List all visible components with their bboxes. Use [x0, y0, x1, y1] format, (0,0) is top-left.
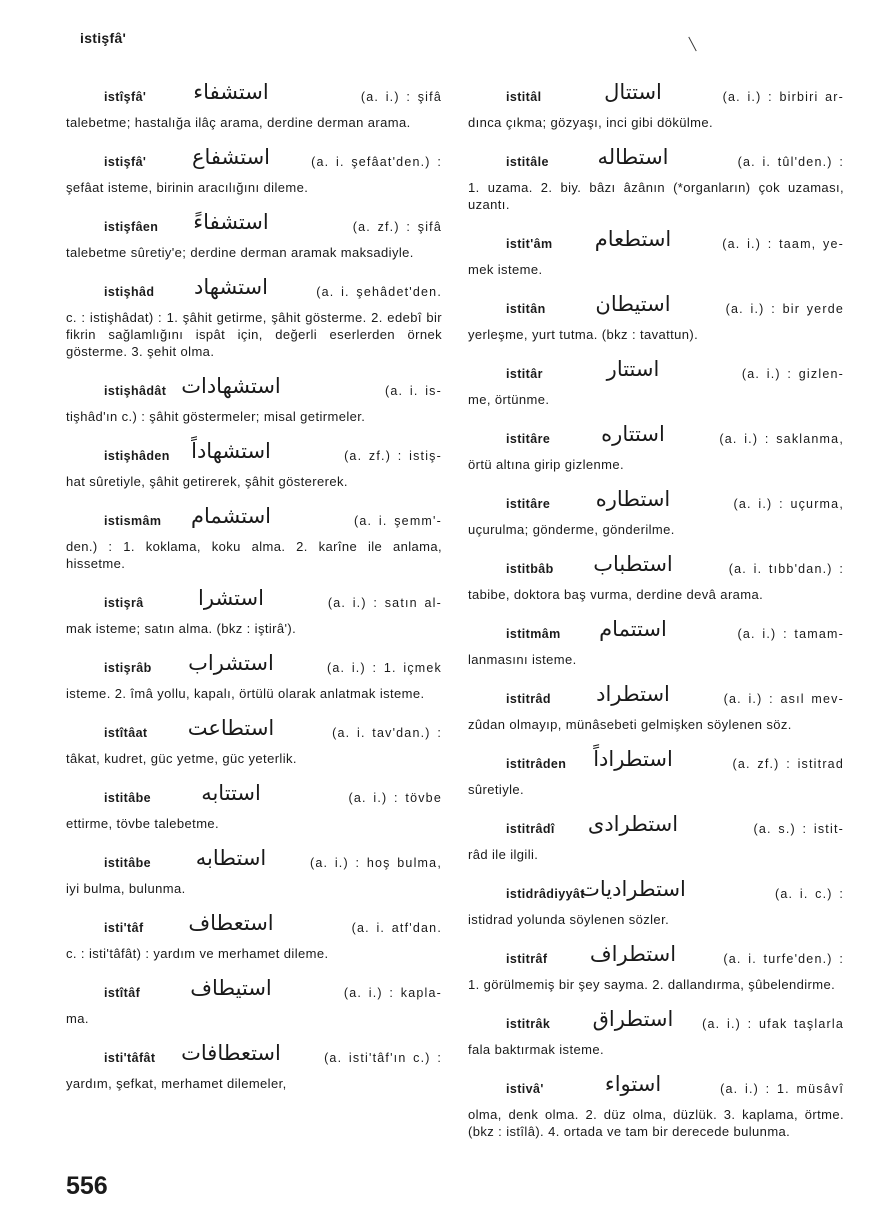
dictionary-entry — [66, 210, 442, 261]
entry-grammar-label: (a. i. tav'dan.) : — [332, 726, 442, 740]
entry-arabic-script: استطعام — [594, 227, 672, 251]
dictionary-entry — [66, 504, 442, 572]
entry-arabic-script: استطاعت — [187, 716, 275, 740]
stray-mark — [688, 37, 696, 52]
entry-head-line — [66, 275, 442, 309]
entry-definition: iyi bulma, bulunma. — [66, 881, 186, 896]
entry-headword: istitâr — [506, 367, 543, 381]
entry-head-line — [468, 617, 844, 651]
entry-arabic-script: استطراف — [589, 942, 677, 966]
dictionary-entry — [468, 1072, 844, 1140]
dictionary-entry — [66, 80, 442, 131]
entry-head-line — [468, 682, 844, 716]
entry-headword: istişrâ — [104, 596, 144, 610]
entry-grammar-label: (a. i.) : ufak taşlarla — [702, 1017, 844, 1031]
entry-headword: istivâ' — [506, 1082, 544, 1096]
dictionary-entry — [468, 747, 844, 798]
entry-arabic-script: استشفاءً — [193, 210, 269, 234]
entry-definition: ettirme, tövbe talebetme. — [66, 816, 220, 831]
entry-grammar-label: (a. i.) : uçurma, — [733, 497, 844, 511]
entry-arabic-script: استشهاداً — [191, 439, 271, 463]
entry-definition: yerleşme, yurt tutma. (bkz : tavattun). — [468, 327, 699, 342]
entry-arabic-script: استطراديات — [580, 877, 686, 901]
entry-headword: istitbâb — [506, 562, 554, 576]
entry-headword: istişfâ' — [104, 155, 147, 169]
entry-grammar-label: (a. i.) : kapla- — [343, 986, 442, 1000]
entry-arabic-script: استطراداً — [593, 747, 673, 771]
entry-arabic-script: استطابه — [195, 846, 267, 870]
entry-headword: istitâl — [506, 90, 542, 104]
entry-grammar-label: (a. i. turfe'den.) : — [723, 952, 844, 966]
entry-grammar-label: (a. i. atf'dan. — [351, 921, 442, 935]
entry-definition: uçurulma; gönderme, gönderilme. — [468, 522, 675, 537]
entry-grammar-label: (a. isti'tâf'ın c.) : — [324, 1051, 442, 1065]
entry-grammar-label: (a. i.) : şifâ — [360, 90, 442, 104]
entry-grammar-label: (a. i. c.) : — [774, 887, 844, 901]
entry-headword: istitrâd — [506, 692, 551, 706]
dictionary-entry — [468, 617, 844, 668]
entry-arabic-script: استشفاء — [193, 80, 269, 104]
entry-head-line — [66, 1041, 442, 1075]
entry-definition: mak isteme; satın alma. (bkz : iştirâ'). — [66, 621, 297, 636]
dictionary-entry — [66, 781, 442, 832]
entry-definition: tişhâd'ın c.) : şâhit göstermeler; misal getirmeler. — [66, 409, 366, 424]
entry-arabic-script: استطراق — [592, 1007, 674, 1031]
entry-head-line — [66, 80, 442, 114]
entry-headword: istit'âm — [506, 237, 553, 251]
entry-headword: isti'tâfât — [104, 1051, 156, 1065]
entry-arabic-script: استعطاف — [188, 911, 274, 935]
entry-head-line — [66, 210, 442, 244]
entry-head-line — [66, 439, 442, 473]
entry-grammar-label: (a. i.) : saklanma, — [719, 432, 844, 446]
entry-headword: istitâre — [506, 497, 551, 511]
entry-grammar-label: (a. i.) : hoş bulma, — [309, 856, 442, 870]
entry-definition: 1. görülmemiş bir şey sayma. 2. dallandırma, şûbelendirme. — [468, 977, 836, 992]
entry-arabic-script: استتاره — [601, 422, 665, 446]
entry-definition: râd ile ilgili. — [468, 847, 539, 862]
dictionary-entry — [66, 651, 442, 702]
entry-arabic-script: استطاله — [597, 145, 669, 169]
entry-arabic-script: استتار — [606, 357, 660, 381]
entry-headword: istitrâf — [506, 952, 548, 966]
entry-head-line — [468, 487, 844, 521]
dictionary-entry — [66, 275, 442, 360]
entry-definition: sûretiyle. — [468, 782, 525, 797]
entry-head-line — [468, 227, 844, 261]
dictionary-entry — [468, 80, 844, 131]
entry-head-line — [468, 552, 844, 586]
entry-grammar-label: (a. i. is- — [385, 384, 442, 398]
entry-arabic-script: استطراد — [596, 682, 670, 706]
entry-head-line — [66, 504, 442, 538]
dictionary-entry — [468, 487, 844, 538]
dictionary-entry — [66, 976, 442, 1027]
entry-definition: c. : istişhâdat) : 1. şâhit getirme, şâhit gösterme. 2. edebî bir fikrin sağlamlığını ispât için, değerli eserlerden örnek gösterme. 3. şehit olma. — [66, 310, 442, 359]
entry-headword: istitâbe — [104, 791, 151, 805]
entry-headword: istidrâdiyyât — [506, 887, 585, 901]
entry-head-line — [66, 976, 442, 1010]
entry-definition: tâkat, kudret, güc yetme, güc yeterlik. — [66, 751, 297, 766]
entry-arabic-script: استيطان — [595, 292, 671, 316]
entry-head-line — [66, 586, 442, 620]
entry-headword: istişrâb — [104, 661, 152, 675]
entry-headword: istişfâen — [104, 220, 159, 234]
entry-grammar-label: (a. i. tıbb'dan.) : — [728, 562, 844, 576]
dictionary-entry — [468, 1007, 844, 1058]
entry-headword: istitrâdî — [506, 822, 555, 836]
entry-definition: şefâat isteme, birinin aracılığını dileme. — [66, 180, 309, 195]
entry-head-line — [66, 846, 442, 880]
right-column — [468, 80, 844, 1154]
entry-head-line — [468, 1007, 844, 1041]
entry-grammar-label: (a. i.) : 1. içmek — [326, 661, 442, 675]
dictionary-entry — [468, 942, 844, 993]
entry-headword: istitrâden — [506, 757, 567, 771]
entry-head-line — [468, 422, 844, 456]
dictionary-entry — [468, 877, 844, 928]
entry-grammar-label: (a. i. tûl'den.) : — [737, 155, 844, 169]
entry-definition: fala baktırmak isteme. — [468, 1042, 604, 1057]
entry-arabic-script: استشراب — [188, 651, 274, 675]
entry-arabic-script: استعطافات — [181, 1041, 281, 1065]
entry-headword: istitâre — [506, 432, 551, 446]
entry-arabic-script: استشهادات — [181, 374, 281, 398]
dictionary-entry — [66, 846, 442, 897]
entry-grammar-label: (a. i. şemm'- — [354, 514, 442, 528]
entry-definition: mek isteme. — [468, 262, 543, 277]
entry-head-line — [468, 80, 844, 114]
entry-grammar-label: (a. zf.) : istiş- — [344, 449, 442, 463]
dictionary-entry — [66, 716, 442, 767]
entry-headword: istîtâf — [104, 986, 141, 1000]
entry-arabic-script: استواء — [604, 1072, 662, 1096]
dictionary-entry — [66, 145, 442, 196]
dictionary-entry — [468, 227, 844, 278]
entry-arabic-script: استشفاع — [191, 145, 271, 169]
entry-definition: tabibe, doktora baş vurma, derdine devâ arama. — [468, 587, 764, 602]
left-column — [66, 80, 442, 1106]
entry-grammar-label: (a. i.) : asıl mev- — [723, 692, 844, 706]
entry-head-line — [468, 1072, 844, 1106]
entry-arabic-script: استتال — [604, 80, 662, 104]
entry-definition: istidrad yolunda söylenen sözler. — [468, 912, 670, 927]
entry-head-line — [468, 812, 844, 846]
dictionary-entry — [468, 682, 844, 733]
running-header: istişfâ' — [80, 30, 127, 46]
entry-arabic-script: استشرا — [198, 586, 264, 610]
entry-head-line — [468, 747, 844, 781]
dictionary-entry — [468, 357, 844, 408]
entry-grammar-label: (a. i.) : tamam- — [737, 627, 844, 641]
entry-head-line — [66, 374, 442, 408]
entry-grammar-label: (a. i. şehâdet'den. — [316, 285, 442, 299]
entry-head-line — [66, 781, 442, 815]
entry-headword: istişhâdât — [104, 384, 167, 398]
entry-grammar-label: (a. zf.) : şifâ — [352, 220, 442, 234]
entry-definition: lanmasını isteme. — [468, 652, 577, 667]
dictionary-entry — [468, 292, 844, 343]
entry-definition: den.) : 1. koklama, koku alma. 2. karîne ile anlama, hissetme. — [66, 539, 442, 571]
entry-grammar-label: (a. i.) : bir yerde — [725, 302, 844, 316]
entry-definition: yardım, şefkat, merhamet dilemeler, — [66, 1076, 287, 1091]
entry-grammar-label: (a. zf.) : istitrad — [732, 757, 844, 771]
entry-definition: örtü altına girip gizlenme. — [468, 457, 625, 472]
entry-arabic-script: استطرادى — [587, 812, 679, 836]
entry-grammar-label: (a. i.) : gizlen- — [741, 367, 844, 381]
dictionary-entry — [66, 1041, 442, 1092]
dictionary-entry — [66, 911, 442, 962]
entry-grammar-label: (a. i.) : satın al- — [327, 596, 442, 610]
entry-head-line — [66, 716, 442, 750]
dictionary-entry — [468, 145, 844, 213]
entry-headword: istitmâm — [506, 627, 561, 641]
entry-arabic-script: استيطاف — [190, 976, 272, 1000]
entry-arabic-script: استتابه — [201, 781, 261, 805]
entry-definition: isteme. 2. îmâ yollu, kapalı, örtülü olarak anlatmak isteme. — [66, 686, 425, 701]
entry-grammar-label: (a. i.) : taam, ye- — [722, 237, 844, 251]
entry-headword: istîşfâ' — [104, 90, 147, 104]
entry-grammar-label: (a. i.) : birbiri ar- — [722, 90, 844, 104]
entry-head-line — [66, 651, 442, 685]
entry-arabic-script: استشهاد — [194, 275, 268, 299]
entry-grammar-label: (a. i.) : 1. müsâvî — [720, 1082, 844, 1096]
page-number: 556 — [66, 1172, 108, 1200]
entry-headword: istîtâat — [104, 726, 148, 740]
entry-definition: ma. — [66, 1011, 89, 1026]
entry-head-line — [66, 911, 442, 945]
entry-headword: istismâm — [104, 514, 162, 528]
entry-head-line — [468, 292, 844, 326]
entry-definition: zûdan olmayıp, münâsebeti gelmişken söylenen söz. — [468, 717, 792, 732]
entry-headword: isti'tâf — [104, 921, 144, 935]
entry-headword: istitrâk — [506, 1017, 551, 1031]
entry-grammar-label: (a. i. şefâat'den.) : — [311, 155, 442, 169]
entry-definition: talebetme; hastalığa ilâç arama, derdine derman arama. — [66, 115, 411, 130]
entry-arabic-script: استطباب — [593, 552, 673, 576]
entry-definition: dınca çıkma; gözyaşı, inci gibi dökülme. — [468, 115, 714, 130]
dictionary-entry — [468, 552, 844, 603]
entry-definition: olma, denk olma. 2. düz olma, düzlük. 3. kaplama, örtme. (bkz : istîlâ). 4. ortada ve tam bir derecede bulunma. — [468, 1107, 844, 1139]
entry-arabic-script: استطاره — [595, 487, 671, 511]
entry-headword: istişhâd — [104, 285, 155, 299]
entry-arabic-script: استتمام — [599, 617, 667, 641]
entry-arabic-script: استشمام — [190, 504, 272, 528]
entry-definition: hat sûretiyle, şâhit getirerek, şâhit göstererek. — [66, 474, 348, 489]
entry-grammar-label: (a. i.) : tövbe — [348, 791, 442, 805]
entry-grammar-label: (a. s.) : istit- — [753, 822, 844, 836]
entry-definition: me, örtünme. — [468, 392, 550, 407]
entry-head-line — [468, 942, 844, 976]
entry-head-line — [468, 877, 844, 911]
dictionary-entry — [66, 439, 442, 490]
entry-definition: c. : isti'tâfât) : yardım ve merhamet dileme. — [66, 946, 329, 961]
entry-headword: istitân — [506, 302, 546, 316]
entry-head-line — [468, 145, 844, 179]
entry-headword: istişhâden — [104, 449, 170, 463]
entry-definition: 1. uzama. 2. biy. bâzı âzânın (*organların) çok uzaması, uzantı. — [468, 180, 844, 212]
dictionary-entry — [468, 422, 844, 473]
entry-definition: talebetme sûretiy'e; derdine derman aramak maksadiyle. — [66, 245, 414, 260]
dictionary-entry — [66, 586, 442, 637]
dictionary-entry — [468, 812, 844, 863]
entry-head-line — [468, 357, 844, 391]
entry-headword: istitâbe — [104, 856, 151, 870]
dictionary-entry — [66, 374, 442, 425]
entry-head-line — [66, 145, 442, 179]
entry-headword: istitâle — [506, 155, 549, 169]
